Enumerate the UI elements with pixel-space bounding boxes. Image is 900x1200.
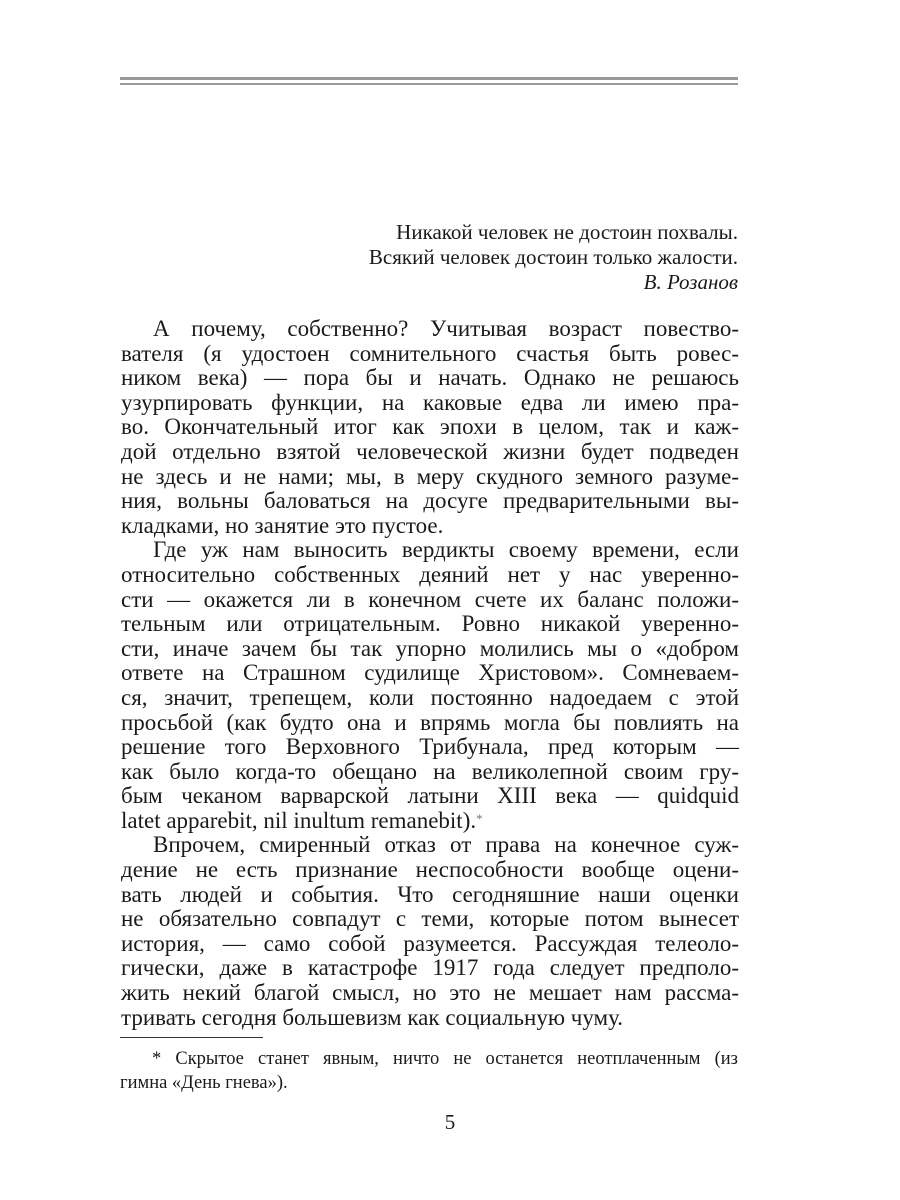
paragraph [121, 538, 739, 833]
text-line: Впрочем, смиренный отказ от права на конечное суж- [153, 832, 739, 858]
text-line: во. Окончательный итог как эпохи в целом, так и каж- [121, 414, 739, 440]
text-line: не здесь и не нами; мы, в меру скудного земного разуме- [121, 463, 739, 489]
text-line: дение не есть признание неспособности вообще оцени- [121, 857, 739, 883]
text-line: дой отдельно взятой человеческой жизни будет подведен [121, 438, 739, 464]
text-line: Где уж нам выносить вердикты своему времени, если [153, 537, 739, 563]
text-line: ответе на Страшном судилище Христовом». Сомневаем- [121, 660, 739, 686]
text-line: А почему, собственно? Учитывая возраст повество- [153, 316, 739, 341]
text-line: как было когда-то обещано на великолепной своим гру- [121, 758, 739, 784]
epigraph-line: Всякий человек достоин только жалости. [368, 245, 738, 269]
text-line: жить некий благой смысл, но это не мешает нам рассма- [121, 980, 739, 1006]
text-line: решение того Верховного Трибунала, пред которым — [121, 734, 739, 760]
text-line: история, — само собой разумеется. Рассуждая телеоло- [121, 930, 739, 956]
text-line: сти, иначе зачем бы так упорно молились мы о «добром [121, 635, 739, 661]
epigraph-line: Никакой человек не достоин похвалы. [396, 220, 738, 244]
text-line-with-note [121, 809, 739, 834]
text-line: ния, вольны баловаться на досуге предварительными вы- [121, 488, 739, 514]
text-line: кладками, но занятие это пустое. [121, 512, 444, 538]
footnote-line: * Скрытое станет явным, ничто не останется неотплаченным (из [152, 1049, 738, 1069]
text-line: не обязательно совпадут с теми, которые потом вынесет [121, 906, 739, 932]
footnote-line: гимна «День гнева»). [120, 1073, 288, 1093]
text-line: latet apparebit, nil inultum remanebit). [121, 807, 477, 833]
text-line: узурпировать функции, на каковые едва ли имею пра- [121, 389, 739, 415]
footnote-separator [120, 1037, 263, 1038]
text-line: тельным или отрицательным. Ровно никакой уверенно- [121, 611, 739, 637]
paragraph [121, 317, 739, 538]
page-number: 5 [444, 1110, 456, 1134]
text-line: бым чеканом варварской латыни XIII века — quidquid [121, 783, 739, 809]
footnote [120, 1047, 738, 1095]
text-line: ником века) — пора бы и начать. Однако не решаюсь [121, 365, 739, 391]
text-line: ся, значит, трепещем, коли постоянно надоедаем с этой [121, 684, 739, 710]
epigraph [250, 220, 738, 295]
text-line: сти — окажется ли в конечном счете их баланс положи- [121, 586, 739, 612]
epigraph-author: В. Розанов [643, 270, 738, 294]
text-line: вателя (я удостоен сомнительного счастья быть ровес- [121, 340, 739, 366]
footnote-marker: * [476, 810, 483, 826]
main-text [121, 317, 739, 1030]
text-line: тривать сегодня большевизм как социальную чуму. [121, 1004, 624, 1030]
text-line: гически, даже в катастрофе 1917 года следует предполо- [121, 955, 739, 981]
header-double-rule [120, 77, 738, 85]
text-line: вать людей и события. Что сегодняшние наши оценки [121, 881, 739, 907]
text-line: просьбой (как будто она и впрямь могла бы повлиять на [121, 709, 739, 735]
text-line: относительно собственных деяний нет у нас уверенно- [121, 561, 739, 587]
paragraph [121, 833, 739, 1030]
